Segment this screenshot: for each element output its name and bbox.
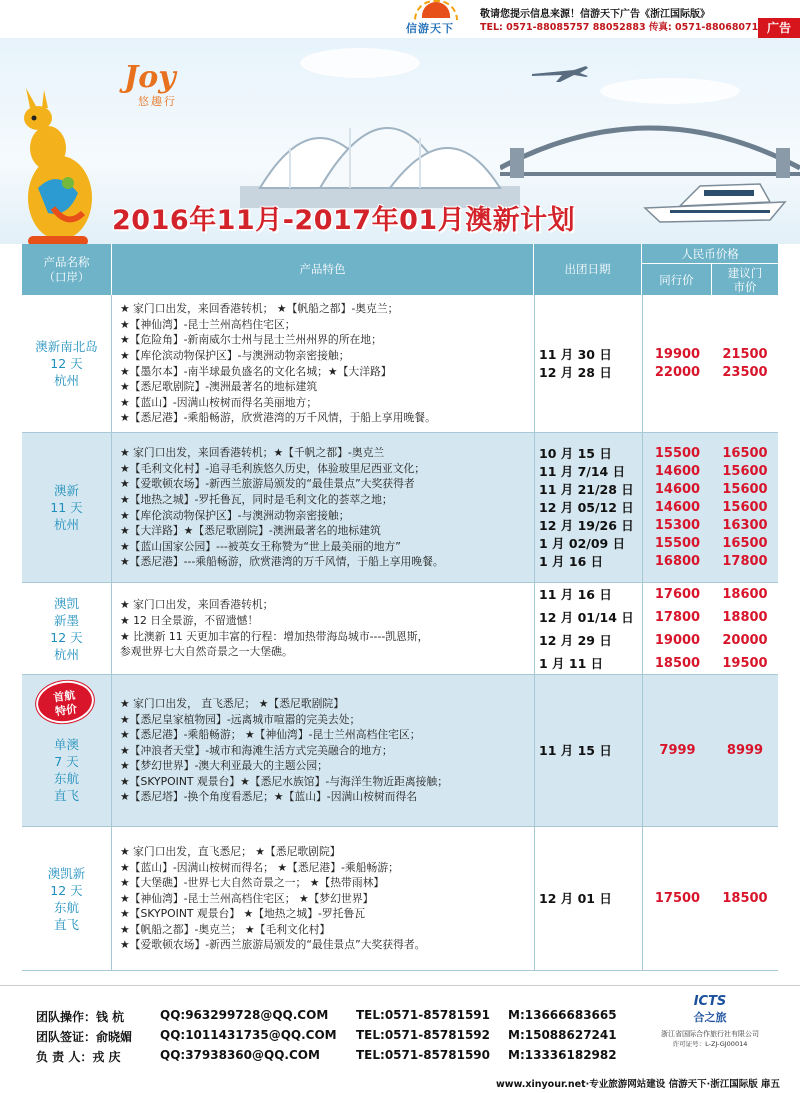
header-product-name: 产品名称 （口岸） [22,244,112,295]
xinyou-logo [400,2,470,36]
table-row [22,827,778,971]
feature-line: ★【大洋路】★【悉尼歌剧院】-澳洲最著名的地标建筑 [120,524,381,538]
feature-line: ★【悉尼歌剧院】-澳洲最著名的地标建筑 [120,380,318,394]
feature-line: ★【爱歌顿农场】-新西兰旅游局颁发的“最佳景点”大奖获得者。 [120,938,426,952]
brand-name: 信游天下 [406,22,454,35]
notice-tel: TEL: 0571-88085757 88052883 传真: 0571-88068071 [480,22,759,33]
feature-line: ★【帆船之都】-奥克兰； ★【毛利文化村】 [120,922,331,936]
feature-line: ★【地热之城】-罗托鲁瓦，同时是毛利文化的荟萃之地； [120,492,393,506]
contact-role: 负 责 人：戎 庆 [36,1050,121,1064]
departure-dates: 12 月 01 日 [534,827,642,970]
product-name: 澳新 11 天 杭州 [22,433,112,582]
feature-line: ★ 家门口出发，直飞悉尼； ★【悉尼歌剧院】 [120,844,341,858]
first-flight-badge: 首航 特价 [33,677,96,727]
feature-line: ★【梦幻世界】-澳大利亚最大的主题公园； [120,759,328,773]
peer-price: 19900 22000 [642,295,712,432]
departure-dates: 10 月 15 日 11 月 7/14 日 11 月 21/28 日 12 月 05/12 日 12 月 19/26 日 1 月 02/09 日 1 月 16 日 [534,433,642,582]
feature-line: ★【危险角】-新南威尔士州与昆士兰州州界的所在地； [120,333,382,347]
contact-mobile: M:15088627241 [508,1028,617,1042]
contact-role: 团队签证：俞晓媚 [36,1030,133,1044]
joy-logo [124,60,177,109]
airplane-icon [530,60,590,84]
product-features [120,583,548,674]
feature-line: ★【库伦滨动物保护区】-与澳洲动物亲密接触； [120,508,350,522]
departure-dates: 11 月 16 日 12 月 01/14 日 12 月 29 日 1 月 11 日 [534,583,642,674]
peer-price: 7999 [642,675,712,826]
source-notice [480,8,758,34]
icts-name: 合之旅 [693,1011,727,1024]
departure-dates: 11 月 30 日 12 月 28 日 [534,295,642,432]
feature-line: ★【悉尼港】-乘船畅游； ★【神仙湾】-昆士兰州高档住宅区； [120,728,421,742]
feature-line: ★ 家门口出发，来回香港转机； [120,598,274,612]
header-price-group [642,244,778,295]
icts-logo-block [640,994,780,1064]
peer-price: 15500 14600 14600 14600 15300 15500 16800 [642,433,712,582]
retail-price: 18600 18800 20000 19500 [722,586,768,671]
header-price-retail: 建议门 市价 [727,265,763,294]
feature-line: ★【神仙湾】-昆士兰州高档住宅区； [120,317,296,331]
bottom-line: www.xinyour.net·专业旅游网站建设 信游天下·浙江国际版 扉五 [496,1079,780,1090]
feature-line: ★【悉尼港】-乘船畅游，欣赏港湾的万千风情，于船上享用晚餐。 [120,411,436,425]
feature-line: ★【大堡礁】-世界七大自然奇景之一； ★【热带雨林】 [120,876,385,890]
feature-line: ★【墨尔本】-南半球最负盛名的文化名城；★【大洋路】 [120,364,392,378]
retail-price: 21500 23500 [722,346,768,380]
contact-mobile: M:13336182982 [508,1048,617,1062]
feature-line: ★【悉尼皇家植物园】-远离城市喧嚣的完美去处； [120,712,361,726]
feature-line: ★【蓝山】-因满山桉树而得名； ★【悉尼港】-乘船畅游； [120,860,399,874]
banner-title: 2016年11月-2017年01月澳新计划 [112,205,576,236]
peer-price: 17500 [642,827,712,970]
feature-line: ★【SKYPOINT 观景台】 ★【地热之城】-罗托鲁瓦 [120,907,366,921]
header-dates: 出团日期 [534,244,642,295]
product-name: 澳凯 新墨 12 天 杭州 [22,583,112,674]
feature-line: ★【悉尼港】---乘船畅游，欣赏港湾的万千风情，于船上享用晚餐。 [120,555,444,569]
product-name: 澳新南北岛 12 天 杭州 [22,295,112,432]
contact-mobile: M:13666683665 [508,1008,617,1022]
feature-line: ★【神仙湾】-昆士兰州高档住宅区； ★【梦幻世界】 [120,891,374,905]
product-features [120,295,548,432]
product-table [22,244,778,971]
kangaroo-illustration [8,88,98,244]
header-price-title: 人民币价格 [642,244,778,264]
banner [0,38,800,244]
peer-price: 17600 17800 19000 18500 [642,583,712,674]
feature-line: 参观世界七大自然奇景之一大堡礁。 [120,645,293,659]
opera-house-illustration [230,68,530,218]
table-row [22,583,778,675]
contact-role: 团队操作：钱 杭 [36,1010,125,1024]
icts-logo: ICTS [693,994,727,1009]
product-features [120,675,548,826]
feature-line: ★ 家门口出发， 直飞悉尼； ★【悉尼歌剧院】 [120,696,344,710]
notice-text: 敬请您提示信息来源！信游天下广告《浙江国际版》 [480,9,710,20]
retail-price: 8999 [726,742,764,758]
company-name: 浙江省国际合作旅行社有限公司 [661,1030,759,1038]
logo-text: Joy [124,60,176,95]
feature-line: ★【库伦滨动物保护区】-与澳洲动物亲密接触； [120,348,350,362]
product-name: 澳凯新 12 天 东航 直飞 [22,827,112,970]
footer [0,985,800,1069]
license-number: 许可证号：L-ZJ-GJ00014 [672,1040,748,1048]
feature-line: ★ 比澳新 11 天更加丰富的行程：增加热带海岛城市----凯恩斯， [120,629,429,643]
table-header [22,244,778,295]
product-features [120,827,548,970]
ad-tag: 广告 [758,18,800,38]
feature-line: ★ 家门口出发，来回香港转机；★【千帆之都】-奥克兰 [120,446,385,460]
header-price-peer: 同行价 [642,264,712,295]
feature-line: ★【悉尼塔】-换个角度看悉尼；★【蓝山】-因满山桉树而得名 [120,790,418,804]
contact-tel: TEL:0571-85781591 [356,1008,491,1022]
contact-qq: QQ:963299728@QQ.COM [160,1008,329,1022]
feature-line: ★【冲浪者天堂】-城市和海滩生活方式完美融合的地方； [120,743,393,757]
feature-line: ★【毛利文化村】-追寻毛利族悠久历史，体验玻里尼西亚文化； [120,461,426,475]
top-bar [0,0,800,38]
feature-line: ★【蓝山国家公园】---被英女王称赞为“世上最美丽的地方” [120,539,401,553]
feature-line: ★【蓝山】-因满山桉树而得名美丽地方； [120,395,318,409]
contact-tel: TEL:0571-85781592 [356,1028,491,1042]
table-row [22,433,778,583]
product-features [120,433,548,582]
contact-qq: QQ:37938360@QQ.COM [160,1048,320,1062]
feature-line: ★【爱歌顿农场】-新西兰旅游局颁发的“最佳景点”大奖获得者 [120,477,415,491]
feature-line: ★ 家门口出发，来回香港转机； ★【帆船之都】-奥克兰； [120,302,399,316]
feature-line: ★【SKYPOINT 观景台】★【悉尼水族馆】-与海洋生物近距离接触； [120,774,449,788]
header-features: 产品特色 [112,244,534,295]
product-name: 单澳 7 天 东航 直飞 [22,675,112,826]
contact-tel: TEL:0571-85781590 [356,1048,491,1062]
logo-sub: 悠趣行 [138,95,177,108]
yacht-illustration [640,168,790,228]
departure-dates: 11 月 15 日 [534,675,642,826]
retail-price: 16500 15600 15600 15600 16300 16500 17800 [722,445,768,569]
table-row [22,675,778,827]
table-row [22,295,778,433]
retail-price: 18500 [722,890,768,906]
feature-line: ★ 12 日全景游，不留遗憾！ [120,613,259,627]
contact-qq: QQ:1011431735@QQ.COM [160,1028,337,1042]
